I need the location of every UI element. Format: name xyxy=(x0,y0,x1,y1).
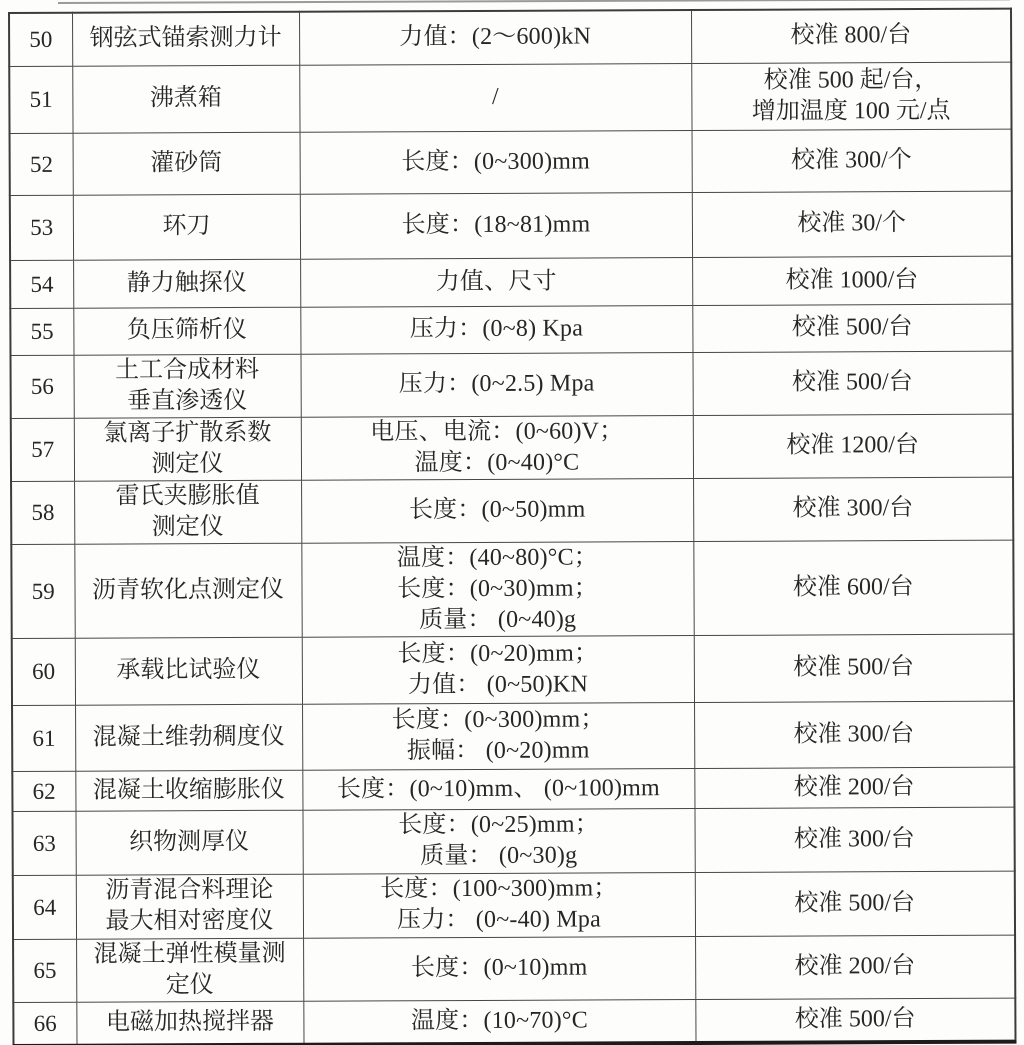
price-cell xyxy=(692,351,1012,415)
cell-text-line: 电压、电流：(0~60)V； xyxy=(370,417,624,445)
row-number-cell xyxy=(11,418,74,481)
cell-text-line: 温度：(0~40)°C xyxy=(414,449,580,476)
cell-text-line: 58 xyxy=(31,499,55,525)
cell-text-line: 校准 500/台 xyxy=(793,654,915,681)
spec-range-cell xyxy=(301,541,693,637)
price-cell xyxy=(694,634,1014,702)
cell-text-line: 校准 500/台 xyxy=(791,369,913,396)
cell-text-line: 压力： (0~-40) Mpa xyxy=(396,906,601,934)
cell-text-line: / xyxy=(491,83,499,110)
price-cell xyxy=(692,129,1012,192)
cell-text-line: 长度：(0~300)mm xyxy=(401,147,591,175)
cell-text-line: 55 xyxy=(30,318,54,344)
row-number-cell xyxy=(10,133,73,195)
cell-text-line: 沥青混合料理论 xyxy=(105,876,274,904)
cell-text-line: 静力触探仪 xyxy=(126,269,247,296)
instrument-name-cell xyxy=(75,637,302,705)
table-row xyxy=(10,351,1012,418)
cell-text-line: 长度：(0~10)mm、 (0~100)mm xyxy=(336,774,660,803)
price-cell xyxy=(694,701,1014,768)
cell-text-line: 校准 300/台 xyxy=(792,495,914,522)
cell-text-line: 59 xyxy=(31,578,55,604)
row-number-cell xyxy=(9,66,72,133)
spec-range-cell xyxy=(302,768,694,810)
cell-text-line: 质量： (0~30)g xyxy=(420,842,578,870)
instrument-name-cell xyxy=(73,194,300,260)
cell-text-line: 61 xyxy=(32,725,56,751)
table-row xyxy=(12,767,1014,811)
price-cell xyxy=(695,935,1015,999)
calibration-fee-table xyxy=(8,8,1017,1045)
instrument-name-cell xyxy=(72,12,299,66)
spec-range-cell xyxy=(303,936,695,1001)
spec-range-cell xyxy=(301,478,693,543)
price-cell xyxy=(692,191,1012,257)
cell-text-line: 长度：(0~25)mm； xyxy=(398,811,599,839)
cell-text-line: 52 xyxy=(29,151,53,177)
cell-text-line: 校准 300/台 xyxy=(793,720,915,748)
cell-text-line: 校准 30/个 xyxy=(797,210,907,237)
table-row xyxy=(13,871,1015,939)
cell-text-line: 校准 500/台 xyxy=(791,314,913,341)
cell-text-line: 织物测厚仪 xyxy=(129,828,250,855)
instrument-name-cell xyxy=(76,1001,303,1045)
cell-text-line: 50 xyxy=(29,27,53,53)
cell-text-line: 66 xyxy=(33,1010,57,1036)
cell-text-line: 钢弦式锚索测力计 xyxy=(89,25,282,52)
cell-text-line: 承载比试验仪 xyxy=(116,656,261,684)
instrument-name-cell xyxy=(73,132,300,195)
cell-text-line: 增加温度 100 元/点 xyxy=(751,97,951,125)
price-cell xyxy=(692,256,1012,305)
spec-range-cell xyxy=(302,808,694,874)
cell-text-line: 57 xyxy=(31,436,55,462)
cell-text-line: 垂直渗透仪 xyxy=(127,387,248,414)
row-number-cell xyxy=(13,1002,76,1045)
instrument-name-cell xyxy=(74,543,301,638)
cell-text-line: 最大相对密度仪 xyxy=(105,907,274,935)
cell-text-line: 质量： (0~40)g xyxy=(419,606,577,633)
instrument-name-cell xyxy=(75,770,302,811)
cell-text-line: 负压筛析仪 xyxy=(126,316,247,344)
price-cell xyxy=(693,477,1013,541)
cell-text-line: 65 xyxy=(33,957,57,983)
cell-text-line: 氯离子扩散系数 xyxy=(103,419,272,447)
cell-text-line: 60 xyxy=(32,658,56,684)
cell-text-line: 土工合成材料 xyxy=(115,356,260,384)
cell-text-line: 测定仪 xyxy=(151,450,224,477)
spec-range-cell xyxy=(299,63,691,132)
cell-text-line: 温度：(40~80)°C； xyxy=(396,543,599,571)
price-cell xyxy=(695,998,1015,1043)
row-number-cell xyxy=(12,638,75,705)
cell-text-line: 校准 600/台 xyxy=(792,573,914,601)
cell-text-line: 力值、尺寸 xyxy=(435,268,557,295)
cell-text-line: 振幅： (0~20)mm xyxy=(406,737,590,765)
row-number-cell xyxy=(13,939,76,1002)
table-row xyxy=(12,701,1014,771)
spec-range-cell xyxy=(301,415,693,480)
table-row xyxy=(9,9,1011,66)
cell-text-line: 力值： (0~50)KN xyxy=(407,670,589,698)
instrument-name-cell xyxy=(73,354,300,418)
cell-text-line: 长度：(0~300)mm； xyxy=(391,706,605,734)
cell-text-line: 混凝土维勃稠度仪 xyxy=(92,723,285,751)
row-number-cell xyxy=(10,260,73,308)
spec-range-cell xyxy=(303,999,695,1045)
instrument-name-cell xyxy=(72,65,299,133)
price-cell xyxy=(694,767,1014,808)
cell-text-line: 校准 200/台 xyxy=(793,773,915,801)
cell-text-line: 53 xyxy=(30,214,54,240)
cell-text-line: 校准 200/台 xyxy=(794,953,916,980)
table-row xyxy=(11,414,1013,481)
instrument-name-cell xyxy=(75,810,302,875)
cell-text-line: 定仪 xyxy=(165,971,214,998)
instrument-name-cell xyxy=(73,307,300,355)
cell-text-line: 电磁加热搅拌器 xyxy=(105,1008,274,1036)
cell-text-line: 51 xyxy=(29,86,53,112)
cell-text-line: 测定仪 xyxy=(151,513,224,540)
cell-text-line: 灌砂筒 xyxy=(150,149,223,176)
instrument-name-cell xyxy=(74,480,301,544)
cell-text-line: 雷氏夹膨胀值 xyxy=(115,482,260,510)
cell-text-line: 环刀 xyxy=(162,213,211,240)
table-row xyxy=(9,62,1011,133)
table-row xyxy=(11,477,1013,544)
price-cell xyxy=(692,304,1012,352)
table-row xyxy=(13,935,1015,1002)
row-number-cell xyxy=(10,308,73,355)
row-number-cell xyxy=(12,811,75,875)
table-row xyxy=(11,540,1013,638)
cell-text-line: 压力：(0~2.5) Mpa xyxy=(398,370,595,398)
row-number-cell xyxy=(10,195,73,260)
spec-range-cell xyxy=(300,305,692,354)
cell-text-line: 力值：(2～600)kN xyxy=(399,23,592,51)
cell-text-line: 长度：(0~10)mm xyxy=(410,954,588,982)
scan-artifact-line xyxy=(58,0,1010,4)
cell-text-line: 混凝土弹性模量测 xyxy=(93,940,286,968)
cell-text-line: 压力：(0~8) Kpa xyxy=(409,315,584,343)
spec-range-cell xyxy=(302,635,694,704)
cell-text-line: 62 xyxy=(32,778,56,804)
row-number-cell xyxy=(10,355,73,418)
spec-range-cell xyxy=(300,130,692,194)
spec-range-cell xyxy=(302,702,694,770)
cell-text-line: 校准 800/台 xyxy=(790,22,912,49)
spec-range-cell xyxy=(300,192,692,259)
price-cell xyxy=(695,871,1015,936)
instrument-name-cell xyxy=(73,259,300,308)
table-row xyxy=(10,129,1012,195)
instrument-name-cell xyxy=(76,938,303,1002)
row-number-cell xyxy=(9,13,72,66)
cell-text-line: 长度：(18~81)mm xyxy=(401,211,591,239)
cell-text-line: 校准 500 起/台， xyxy=(763,66,939,94)
row-number-cell xyxy=(13,875,76,939)
cell-text-line: 64 xyxy=(33,894,57,920)
cell-text-line: 长度：(0~20)mm； xyxy=(397,639,599,667)
table-row xyxy=(13,998,1015,1045)
cell-text-line: 校准 500/台 xyxy=(794,1005,916,1033)
cell-text-line: 校准 1200/台 xyxy=(786,432,920,459)
table-row xyxy=(12,807,1014,875)
table-row xyxy=(10,304,1012,355)
row-number-cell xyxy=(12,705,75,771)
cell-text-line: 温度：(10~70)°C xyxy=(410,1007,588,1035)
row-number-cell xyxy=(12,771,75,811)
instrument-name-cell xyxy=(74,417,301,481)
spec-range-cell xyxy=(300,257,692,307)
table-row xyxy=(10,191,1012,260)
cell-text-line: 长度：(0~50)mm xyxy=(408,496,586,524)
price-cell xyxy=(691,9,1011,63)
cell-text-line: 混凝土收缩膨胀仪 xyxy=(92,776,285,804)
instrument-name-cell xyxy=(76,874,303,939)
cell-text-line: 56 xyxy=(30,373,54,399)
price-cell xyxy=(691,62,1011,130)
cell-text-line: 校准 500/台 xyxy=(794,889,916,917)
cell-text-line: 长度：(100~300)mm； xyxy=(380,875,618,903)
price-cell xyxy=(693,540,1013,635)
cell-text-line: 校准 1000/台 xyxy=(785,266,919,294)
cell-text-line: 沸煮箱 xyxy=(149,85,222,112)
row-number-cell xyxy=(11,544,74,638)
cell-text-line: 63 xyxy=(32,830,56,856)
table-row xyxy=(10,256,1012,308)
cell-text-line: 长度：(0~30)mm； xyxy=(397,574,598,602)
cell-text-line: 沥青软化点测定仪 xyxy=(91,576,285,604)
price-cell xyxy=(693,414,1013,478)
table-body xyxy=(9,9,1015,1045)
instrument-name-cell xyxy=(75,704,302,771)
spec-range-cell xyxy=(299,10,691,65)
spec-range-cell xyxy=(300,352,692,417)
table-row xyxy=(12,634,1014,705)
cell-text-line: 校准 300/个 xyxy=(791,146,912,174)
row-number-cell xyxy=(11,481,74,544)
cell-text-line: 54 xyxy=(30,271,54,297)
spec-range-cell xyxy=(303,872,695,938)
cell-text-line: 校准 300/台 xyxy=(793,825,915,853)
price-cell xyxy=(694,807,1014,872)
